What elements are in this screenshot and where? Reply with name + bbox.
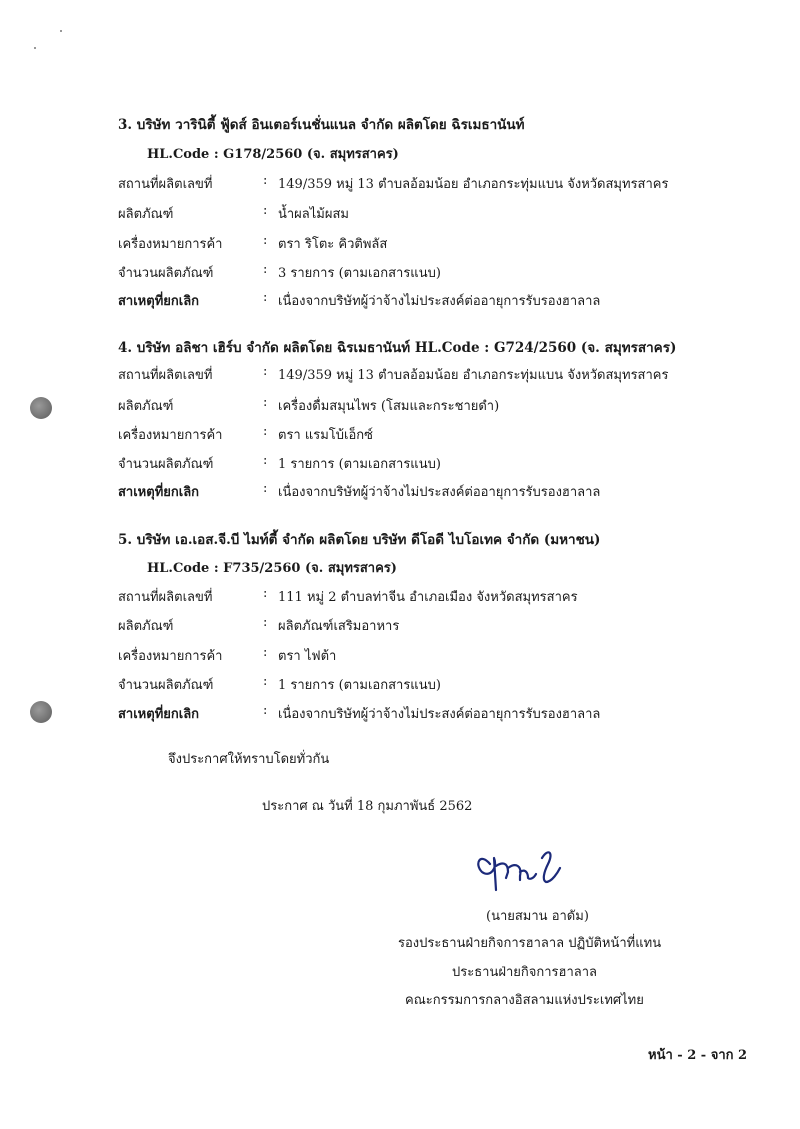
item-3-field-reason: [118, 290, 758, 310]
announcement-date: ประกาศ ณ วันที่ 18 กุมภาพันธ์ 2562: [262, 799, 473, 814]
item-4-field-quantity: [118, 453, 758, 473]
field-colon: :: [263, 586, 268, 601]
item-5-field-product: [118, 615, 758, 635]
handwritten-signature: [472, 838, 572, 902]
field-value: 149/359 หมู่ 13 ตำบลอ้อมน้อย อำเภอกระทุ่มแบน จังหวัดสมุทรสาคร: [278, 368, 669, 383]
field-label: จำนวนผลิตภัณฑ์: [118, 266, 214, 281]
field-label: ผลิตภัณฑ์: [118, 399, 174, 414]
item-3-field-trademark: [118, 233, 758, 253]
signatory-name: (นายสมาน อาดัม): [486, 909, 589, 924]
field-colon: :: [263, 703, 268, 718]
field-colon: :: [263, 645, 268, 660]
field-colon: :: [263, 364, 268, 379]
field-label: จำนวนผลิตภัณฑ์: [118, 678, 214, 693]
field-value: ผลิตภัณฑ์เสริมอาหาร: [278, 619, 400, 634]
field-label: จำนวนผลิตภัณฑ์: [118, 457, 214, 472]
field-colon: :: [263, 173, 268, 188]
field-colon: :: [263, 453, 268, 468]
signatory-title-1: รองประธานฝ่ายกิจการฮาลาล ปฏิบัติหน้าที่แทน: [398, 936, 662, 951]
field-value: ตรา ไฟต้า: [278, 649, 337, 664]
field-label: สถานที่ผลิตเลขที่: [118, 177, 213, 192]
field-label: ผลิตภัณฑ์: [118, 207, 174, 222]
field-value: 111 หมู่ 2 ตำบลท่าจีน อำเภอเมือง จังหวัดสมุทรสาคร: [278, 590, 578, 605]
punch-hole-lower: [30, 701, 52, 723]
field-colon: :: [263, 233, 268, 248]
signatory-title-3: คณะกรรมการกลางอิสลามแห่งประเทศไทย: [405, 993, 644, 1008]
item-4-field-location: [118, 364, 758, 384]
item-5-hl-code: HL.Code : F735/2560 (จ. สมุทรสาคร): [147, 561, 397, 576]
closing-statement: จึงประกาศให้ทราบโดยทั่วกัน: [168, 752, 330, 767]
field-value: ตรา แรมโบ้เอ็กซ์: [278, 428, 373, 443]
page-number: หน้า - 2 - จาก 2: [648, 1048, 748, 1063]
field-colon: :: [263, 615, 268, 630]
item-3-field-location: [118, 173, 758, 193]
item-4-heading: 4. บริษัท อลิชา เฮิร์บ จำกัด ผลิตโดย ฉิรเมธานันท์ HL.Code : G724/2560 (จ. สมุทรสาคร): [118, 340, 677, 356]
field-label: เครื่องหมายการค้า: [118, 428, 223, 443]
item-5-field-reason: [118, 703, 758, 723]
field-colon: :: [263, 674, 268, 689]
item-4-field-product: [118, 395, 758, 415]
field-colon: :: [263, 395, 268, 410]
field-label: สถานที่ผลิตเลขที่: [118, 590, 213, 605]
field-colon: :: [263, 203, 268, 218]
field-label: สาเหตุที่ยกเลิก: [118, 294, 200, 309]
item-3-field-quantity: [118, 262, 758, 282]
scan-speck: [34, 47, 36, 49]
field-value: น้ำผลไม้ผสม: [278, 207, 349, 222]
item-5-field-trademark: [118, 645, 758, 665]
field-value: เนื่องจากบริษัทผู้ว่าจ้างไม่ประสงค์ต่ออายุการรับรองฮาลาล: [278, 707, 601, 722]
item-4-field-reason: [118, 481, 758, 501]
item-5-field-location: [118, 586, 758, 606]
field-label: สาเหตุที่ยกเลิก: [118, 707, 200, 722]
field-value: เนื่องจากบริษัทผู้ว่าจ้างไม่ประสงค์ต่ออายุการรับรองฮาลาล: [278, 294, 601, 309]
field-label: สถานที่ผลิตเลขที่: [118, 368, 213, 383]
field-colon: :: [263, 262, 268, 277]
field-value: 1 รายการ (ตามเอกสารแนบ): [278, 678, 441, 693]
field-value: ตรา ริโตะ คิวติพลัส: [278, 237, 388, 252]
item-5-field-quantity: [118, 674, 758, 694]
field-colon: :: [263, 481, 268, 496]
field-value: เนื่องจากบริษัทผู้ว่าจ้างไม่ประสงค์ต่ออายุการรับรองฮาลาล: [278, 485, 601, 500]
item-5-heading: 5. บริษัท เอ.เอส.จี.บี ไมท์ตี้ จำกัด ผลิตโดย บริษัท ดีโอดี ไบโอเทค จำกัด (มหาชน): [118, 532, 601, 548]
field-colon: :: [263, 424, 268, 439]
field-label: ผลิตภัณฑ์: [118, 619, 174, 634]
field-value: เครื่องดื่มสมุนไพร (โสมและกระชายดำ): [278, 399, 500, 414]
item-3-field-product: [118, 203, 758, 223]
field-label: เครื่องหมายการค้า: [118, 649, 223, 664]
scan-speck: [60, 30, 62, 32]
field-label: เครื่องหมายการค้า: [118, 237, 223, 252]
field-value: 149/359 หมู่ 13 ตำบลอ้อมน้อย อำเภอกระทุ่มแบน จังหวัดสมุทรสาคร: [278, 177, 669, 192]
signatory-title-2: ประธานฝ่ายกิจการฮาลาล: [452, 965, 597, 980]
item-3-heading: 3. บริษัท วารินิตี้ ฟู้ดส์ อินเตอร์เนชั่นแนล จำกัด ผลิตโดย ฉิรเมธานันท์: [118, 117, 525, 133]
punch-hole-upper: [30, 397, 52, 419]
item-3-hl-code: HL.Code : G178/2560 (จ. สมุทรสาคร): [147, 147, 399, 162]
field-colon: :: [263, 290, 268, 305]
field-value: 1 รายการ (ตามเอกสารแนบ): [278, 457, 441, 472]
field-value: 3 รายการ (ตามเอกสารแนบ): [278, 266, 441, 281]
item-4-field-trademark: [118, 424, 758, 444]
field-label: สาเหตุที่ยกเลิก: [118, 485, 200, 500]
